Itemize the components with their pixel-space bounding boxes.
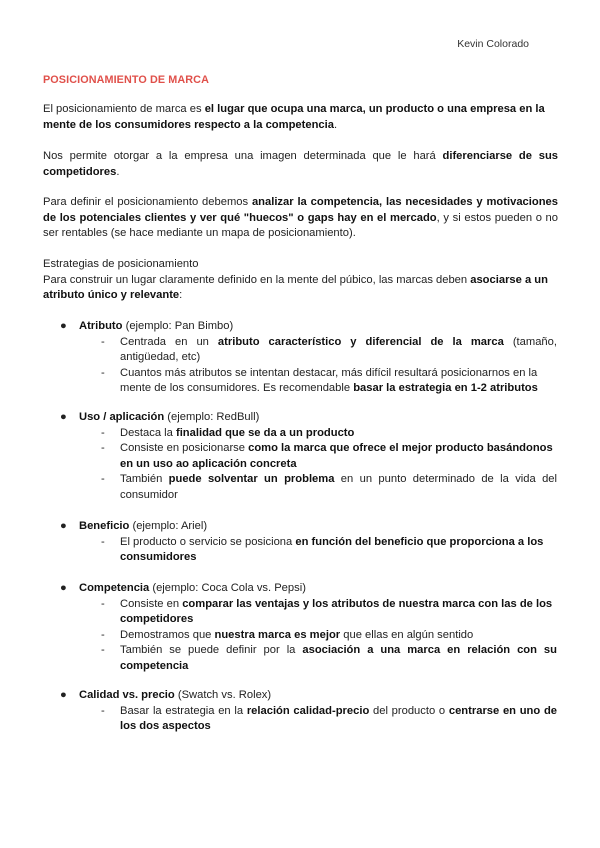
dash-icon: - [101, 535, 105, 548]
dash-icon: - [101, 426, 105, 439]
dash-icon: - [101, 442, 105, 455]
p3-bold: analizar la competencia, las necesidades y motivaciones de los potenciales clientes y ver qué "huecos" o gaps hay en el mercado [43, 196, 558, 224]
strategy-calidad-precio [57, 688, 557, 735]
page-title: POSICIONAMIENTO DE MARCA [43, 74, 209, 86]
dash-icon: - [101, 644, 105, 657]
p1-bold: el lugar que ocupa una marca, un producto o una empresa en la mente de los consumidores respecto a la competencia [43, 103, 545, 131]
p3-end: , y si estos pueden o no ser rentables (se hace mediante un mapa de posicionamiento). [43, 211, 558, 240]
bullet-icon: ● [60, 582, 67, 594]
list-item [57, 319, 557, 397]
sub-text: El producto o servicio se posiciona [120, 535, 296, 548]
bullet-icon: ● [60, 411, 67, 423]
sub-bold: como la marca que ofrece el mejor producto basándonos en un uso ao aplicación concreta [120, 442, 553, 470]
sub-bold: en función del beneficio que proporciona a los consumidores [120, 535, 544, 564]
sub-text: Basar la estrategia en la [120, 704, 247, 717]
sub-bold: comparar las ventajas y los atributos de nuestra marca con las de los competidores [120, 597, 553, 626]
strategies-intro [43, 257, 558, 304]
sub-text: También se puede definir por la [120, 644, 303, 657]
sub-item [101, 472, 557, 503]
dash-icon: - [101, 473, 105, 486]
sub-bold: finalidad que se da a un producto [175, 426, 355, 439]
sub-end: (tamaño, antigüedad, etc) [120, 335, 557, 364]
dash-icon: - [101, 335, 105, 348]
sub-item [101, 643, 557, 674]
sub-text: También [120, 473, 169, 486]
strategy-uso [57, 410, 557, 504]
paragraph-define [43, 195, 558, 242]
sub-end: en un punto determinado de la vida del consumidor [120, 473, 557, 501]
sub-item [101, 426, 557, 442]
strategy-name: Beneficio [79, 520, 130, 532]
list-item [57, 688, 557, 735]
sub-bold: atributo característico y diferencial de la marca [217, 335, 504, 348]
sub-bold: asociación a una marca en relación con su competencia [120, 644, 557, 672]
strategy-atributo [57, 319, 557, 397]
strategy-name: Competencia [79, 582, 150, 594]
p2-end: . [116, 165, 120, 178]
sub-text: Demostramos que [120, 628, 215, 641]
sub-end: que ellas en algún sentido [340, 628, 474, 641]
list-item [57, 581, 557, 675]
bullet-icon: ● [60, 320, 67, 332]
strategy-example: (Swatch vs. Rolex) [174, 689, 272, 701]
sub-text: Consiste en [120, 597, 183, 610]
paragraph-definition [43, 102, 558, 133]
p2-bold: diferenciarse de sus competidores [43, 150, 558, 178]
strategy-example: (ejemplo: RedBull) [164, 411, 260, 423]
strategy-name: Uso / aplicación [79, 411, 165, 423]
dash-icon: - [101, 597, 105, 610]
p4-end: : [179, 289, 183, 302]
sub-mid: del producto o [369, 704, 449, 717]
bullet-icon: ● [60, 520, 67, 532]
sub-item [101, 535, 557, 566]
paragraph-image [43, 149, 558, 180]
strategies-heading: Estrategias de posicionamiento [43, 258, 199, 270]
sub-bold: nuestra marca es mejor [214, 628, 341, 641]
p2-text: Nos permite otorgar a la empresa una imagen determinada que le hará [43, 150, 443, 162]
dash-icon: - [101, 628, 105, 641]
strategy-competencia [57, 581, 557, 675]
sub-item [101, 335, 557, 366]
p3-text: Para definir el posicionamiento debemos [43, 196, 252, 208]
p1-end: . [333, 118, 338, 131]
sub-item [101, 597, 557, 628]
sub-text: Cuantos más atributos se intentan destacar, más difícil resultará posicionarnos en la mente de los consumidores. Es recomendable [120, 366, 538, 395]
strategy-example: (ejemplo: Ariel) [129, 520, 208, 532]
sub-text: Destaca la [120, 426, 176, 439]
dash-icon: - [101, 366, 105, 379]
list-item [57, 519, 557, 566]
sub-item [101, 441, 557, 472]
sub-bold-2: centrarse en uno de los dos aspectos [120, 704, 557, 733]
author-name: Kevin Colorado [457, 38, 529, 50]
sub-text: Centrada en un [120, 335, 218, 348]
strategies-intro-text [43, 273, 558, 304]
bullet-icon: ● [60, 689, 67, 701]
list-item [57, 410, 557, 504]
sub-bold: puede solventar un problema [168, 473, 335, 486]
strategy-name: Calidad vs. precio [79, 689, 175, 701]
sub-item [101, 704, 557, 735]
strategy-example: (ejemplo: Pan Bimbo) [122, 320, 234, 332]
sub-item [101, 628, 557, 644]
sub-text: Consiste en posicionarse [120, 442, 249, 455]
strategy-name: Atributo [79, 320, 123, 332]
p1-text: El posicionamiento de marca es [43, 103, 205, 115]
strategy-beneficio [57, 519, 557, 566]
p4-bold: asociarse a un atributo único y relevante [43, 273, 548, 302]
strategy-example: (ejemplo: Coca Cola vs. Pepsi) [149, 582, 306, 594]
sub-bold: basar la estrategia en 1-2 atributos [353, 382, 538, 395]
p4-text: Para construir un lugar claramente definido en la mente del púbico, las marcas deben [43, 273, 471, 286]
sub-item [101, 366, 557, 397]
dash-icon: - [101, 704, 105, 717]
sub-bold: relación calidad-precio [246, 704, 370, 717]
